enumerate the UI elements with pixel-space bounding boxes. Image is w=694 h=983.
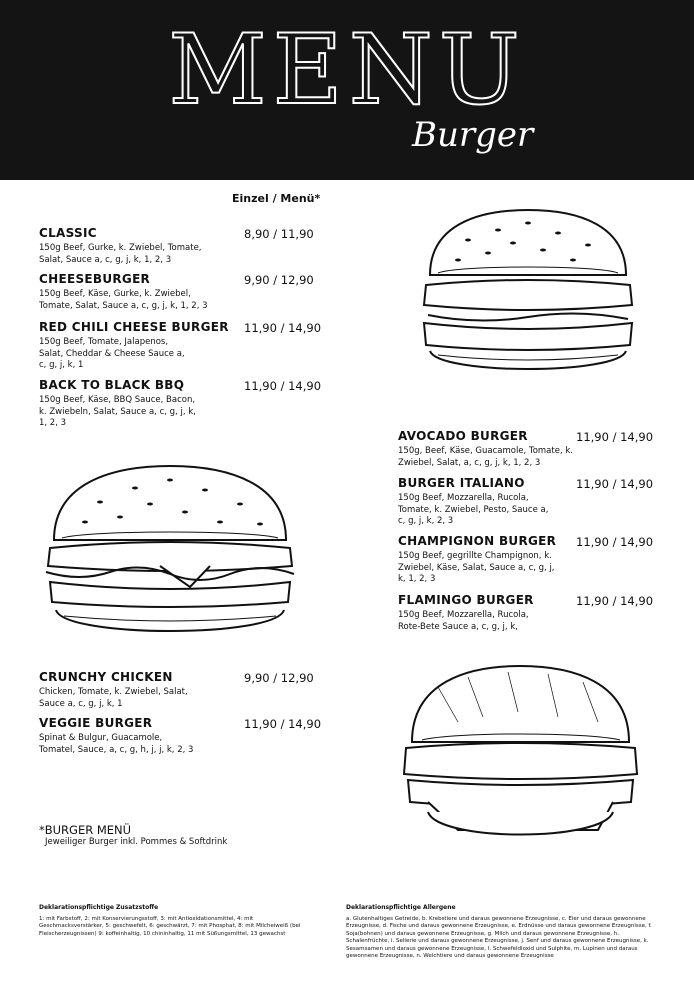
menu-item-price: 11,90 / 14,90	[244, 717, 322, 731]
page-subtitle: Burger	[412, 115, 534, 155]
allergens-title: Deklarationspflichtige Allergene	[346, 904, 456, 911]
menu-item-name: BACK TO BLACK BBQ	[39, 378, 185, 392]
menu-item-price: 11,90 / 14,90	[244, 379, 322, 393]
menu-item-price: 11,90 / 14,90	[244, 321, 322, 335]
menu-item-name: RED CHILI CHEESE BURGER	[39, 320, 229, 334]
menu-item-description: 150g Beef, gegrillte Champignon, k. Zwiebel, Käse, Salat, Sauce a, c, g, j, k, 1, 2, 3	[398, 551, 555, 584]
menu-item-name: FLAMINGO BURGER	[398, 593, 534, 607]
menu-item-description: 150g, Beef, Käse, Guacamole, Tomate, k. Zwiebel, Salat, a, c, g, j, k, 1, 2, 3	[398, 446, 573, 468]
menu-item-name: CRUNCHY CHICKEN	[39, 670, 173, 684]
menu-item-price: 9,90 / 12,90	[244, 671, 314, 685]
menu-item-description: 150g Beef, Käse, Gurke, k. Zwiebel, Tomate, Salat, Sauce a, c, g, j, k, 1, 2, 3	[39, 289, 208, 311]
menu-item-description: 150g Beef, Mozzarella, Rucola, Rote-Bete Sauce a, c, g, j, k,	[398, 610, 529, 632]
allergens-declaration	[346, 904, 656, 961]
additives-text: 1: mit Farbstoff, 2: mit Konservierungsstoff, 3: mit Antioxidationsmittel, 4: mit Geschmacksverstärker, 5: geschwefelt, 6: geschwärzt, 7: mit Phosphat, 8: mit Milcheiweiß (bei Fleischerzeugnissen) 9: koffeinhaltig, 10 chininhaltig, 11 mit Süßungsmittel, 13 gewachst	[39, 915, 301, 937]
menu-item-price: 8,90 / 11,90	[244, 227, 314, 241]
menu-note-description: Jeweiliger Burger inkl. Pommes & Softdrink	[45, 837, 228, 847]
menu-item	[398, 476, 688, 528]
menu-item-price: 11,90 / 14,90	[576, 430, 654, 444]
menu-item-name: CLASSIC	[39, 226, 97, 240]
burger-illustration	[418, 205, 638, 380]
menu-item	[398, 534, 688, 586]
menu-item-description: 150g Beef, Käse, BBQ Sauce, Bacon, k. Zwiebeln, Salat, Sauce a, c, g, j, k, 1, 2, 3	[39, 395, 196, 428]
menu-item-price: 11,90 / 14,90	[576, 477, 654, 491]
additives-declaration	[39, 904, 309, 938]
menu-item-price: 11,90 / 14,90	[576, 535, 654, 549]
burger-illustration	[40, 462, 300, 640]
menu-item-name: AVOCADO BURGER	[398, 429, 528, 443]
menu-item	[398, 429, 688, 469]
menu-item	[39, 670, 329, 710]
allergens-text: a. Glutenhaltiges Getreide, b. Krebstiere und daraus gewonnene Erzeugnisse, c. Eier und daraus gewonnene Erzeugnisse, d. Fische und daraus gewonnene Erzeugnisse, e. Erdnüsse und daraus gewonnene Erzeugnisse, f. Soja(bohnen) und daraus gewonnene Erzeugnisse, g. Milch und daraus gewonnene Erzeugnisse, h. Schalenfrüchte, i. Sellerie und daraus gewonnene Erzeugnisse, j. Senf und daraus gewonnene Erzeugnisse, k. Sesamsamen und daraus gewonnene Erzeugnisse, l. Schwefeldioxid und Sulphite, m. Lupinen und daraus gewonnene Erzeugnisse, n. Weichtiere und daraus gewonnene Erzeugnisse	[346, 915, 652, 959]
price-column-header: Einzel / Menü*	[232, 192, 321, 205]
menu-note-title: *BURGER MENÜ	[39, 823, 132, 837]
menu-item-name: VEGGIE BURGER	[39, 716, 153, 730]
menu-item	[398, 593, 688, 633]
menu-item-name: CHAMPIGNON BURGER	[398, 534, 557, 548]
menu-item	[39, 226, 329, 266]
menu-item-description: 150g Beef, Tomate, Jalapenos, Salat, Cheddar & Cheese Sauce a, c, g, j, k, 1	[39, 337, 185, 370]
menu-item	[39, 378, 329, 430]
menu-item	[39, 272, 329, 312]
menu-item-description: Spinat & Bulgur, Guacamole, Tomatel, Sauce, a, c, g, h, j, j, k, 2, 3	[39, 733, 194, 755]
menu-item-description: 150g Beef, Mozzarella, Rucola, Tomate, k. Zwiebel, Pesto, Sauce a, c, g, j, k, 2, 3	[398, 493, 549, 526]
menu-item-description: Chicken, Tomate, k. Zwiebel, Salat, Sauce a, c, g, j, k, 1	[39, 687, 188, 709]
menu-item-description: 150g Beef, Gurke, k. Zwiebel, Tomate, Salat, Sauce a, c, g, j, k, 1, 2, 3	[39, 243, 202, 265]
page-title: MENU	[168, 14, 526, 126]
header-banner	[0, 0, 694, 180]
burger-illustration	[398, 662, 643, 847]
menu-item-price: 11,90 / 14,90	[576, 594, 654, 608]
menu-item-name: CHEESEBURGER	[39, 272, 151, 286]
menu-item-price: 9,90 / 12,90	[244, 273, 314, 287]
additives-title: Deklarationspflichtige Zusatzstoffe	[39, 904, 159, 911]
menu-item	[39, 716, 329, 756]
menu-item	[39, 320, 329, 372]
menu-item-name: BURGER ITALIANO	[398, 476, 525, 490]
